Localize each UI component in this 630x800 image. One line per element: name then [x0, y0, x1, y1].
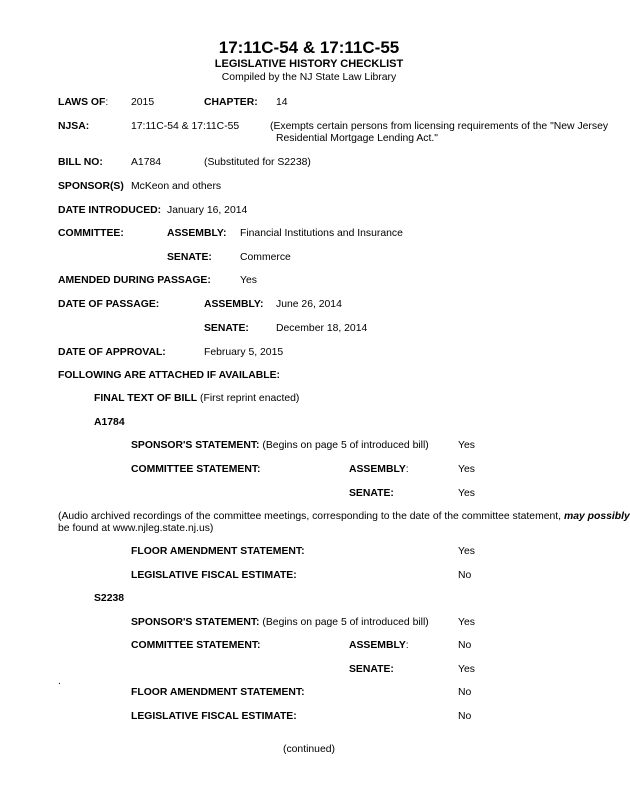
s2238-floor-amendment-label: FLOOR AMENDMENT STATEMENT: [131, 687, 305, 698]
passage-senate-value: December 18, 2014 [276, 323, 368, 334]
sponsor-value: McKeon and others [131, 181, 222, 192]
committee-senate-label: SENATE: [167, 252, 212, 263]
s2238-committee-statement-label: COMMITTEE STATEMENT: [131, 640, 261, 651]
a1784-assembly-label: ASSEMBLY: [349, 464, 409, 475]
page-title: 17:11C-54 & 17:11C-55 [218, 38, 400, 57]
date-of-approval-label: DATE OF APPROVAL: [58, 347, 166, 358]
s2238-senate-value: Yes [458, 664, 475, 675]
amended-label: AMENDED DURING PASSAGE: [58, 275, 211, 286]
a1784-fiscal-estimate-label: LEGISLATIVE FISCAL ESTIMATE: [131, 570, 297, 581]
s2238-heading: S2238 [94, 593, 125, 604]
a1784-sponsor-statement: SPONSOR'S STATEMENT: (Begins on page 5 of introduced bill) [131, 440, 429, 451]
njsa-label: NJSA: [58, 121, 90, 132]
s2238-senate-label: SENATE: [349, 664, 394, 675]
s2238-fiscal-estimate-label: LEGISLATIVE FISCAL ESTIMATE: [131, 711, 297, 722]
date-introduced-value: January 16, 2014 [167, 205, 248, 216]
continued-footer: (continued) [283, 744, 335, 755]
audio-note-line2: be found at www.njleg.state.nj.us) [58, 523, 214, 534]
passage-assembly-value: June 26, 2014 [276, 299, 342, 310]
njsa-description-line1: (Exempts certain persons from licensing requirements of the "New Jersey [270, 121, 609, 132]
a1784-sponsor-statement-value: Yes [458, 440, 475, 451]
s2238-floor-amendment-value: No [458, 687, 472, 698]
a1784-senate-value: Yes [458, 488, 475, 499]
s2238-fiscal-estimate-value: No [458, 711, 472, 722]
a1784-fiscal-estimate-value: No [458, 570, 472, 581]
s2238-assembly-label: ASSEMBLY: [349, 640, 409, 651]
audio-note-line1: (Audio archived recordings of the committee meetings, corresponding to the date of the committee statement, may possibly [58, 511, 630, 522]
a1784-senate-label: SENATE: [349, 488, 394, 499]
committee-assembly-value: Financial Institutions and Insurance [240, 228, 403, 239]
njsa-description-line2: Residential Mortgage Lending Act." [276, 133, 438, 144]
laws-of-value: 2015 [131, 97, 155, 108]
date-of-passage-label: DATE OF PASSAGE: [58, 299, 160, 310]
committee-label: COMMITTEE: [58, 228, 124, 239]
njsa-value: 17:11C-54 & 17:11C-55 [131, 121, 240, 132]
a1784-committee-statement-label: COMMITTEE STATEMENT: [131, 464, 261, 475]
compiled-by: Compiled by the NJ State Law Library [221, 72, 397, 83]
bill-no-label: BILL NO: [58, 157, 103, 168]
a1784-heading: A1784 [94, 417, 125, 428]
following-attached-heading: FOLLOWING ARE ATTACHED IF AVAILABLE: [58, 370, 281, 381]
s2238-sponsor-statement-value: Yes [458, 617, 475, 628]
amended-value: Yes [240, 275, 257, 286]
bill-no-value: A1784 [131, 157, 162, 168]
date-introduced-label: DATE INTRODUCED: [58, 205, 162, 216]
substituted-note: (Substituted for S2238) [204, 157, 311, 168]
a1784-floor-amendment-value: Yes [458, 546, 475, 557]
laws-of-label: LAWS OF: [58, 97, 109, 108]
passage-assembly-label: ASSEMBLY: [204, 299, 264, 310]
stray-period: . [58, 676, 61, 687]
date-of-approval-value: February 5, 2015 [204, 347, 284, 358]
committee-assembly-label: ASSEMBLY: [167, 228, 227, 239]
s2238-sponsor-statement: SPONSOR'S STATEMENT: (Begins on page 5 of introduced bill) [131, 617, 429, 628]
chapter-label: CHAPTER: [204, 97, 258, 108]
a1784-floor-amendment-label: FLOOR AMENDMENT STATEMENT: [131, 546, 305, 557]
s2238-assembly-value: No [458, 640, 472, 651]
page-subtitle: LEGISLATIVE HISTORY CHECKLIST [214, 58, 404, 70]
final-text-of-bill: FINAL TEXT OF BILL (First reprint enacted) [94, 393, 300, 404]
a1784-assembly-value: Yes [458, 464, 475, 475]
committee-senate-value: Commerce [240, 252, 291, 263]
sponsor-label: SPONSOR(S) [58, 181, 124, 192]
passage-senate-label: SENATE: [204, 323, 249, 334]
chapter-value: 14 [276, 97, 288, 108]
